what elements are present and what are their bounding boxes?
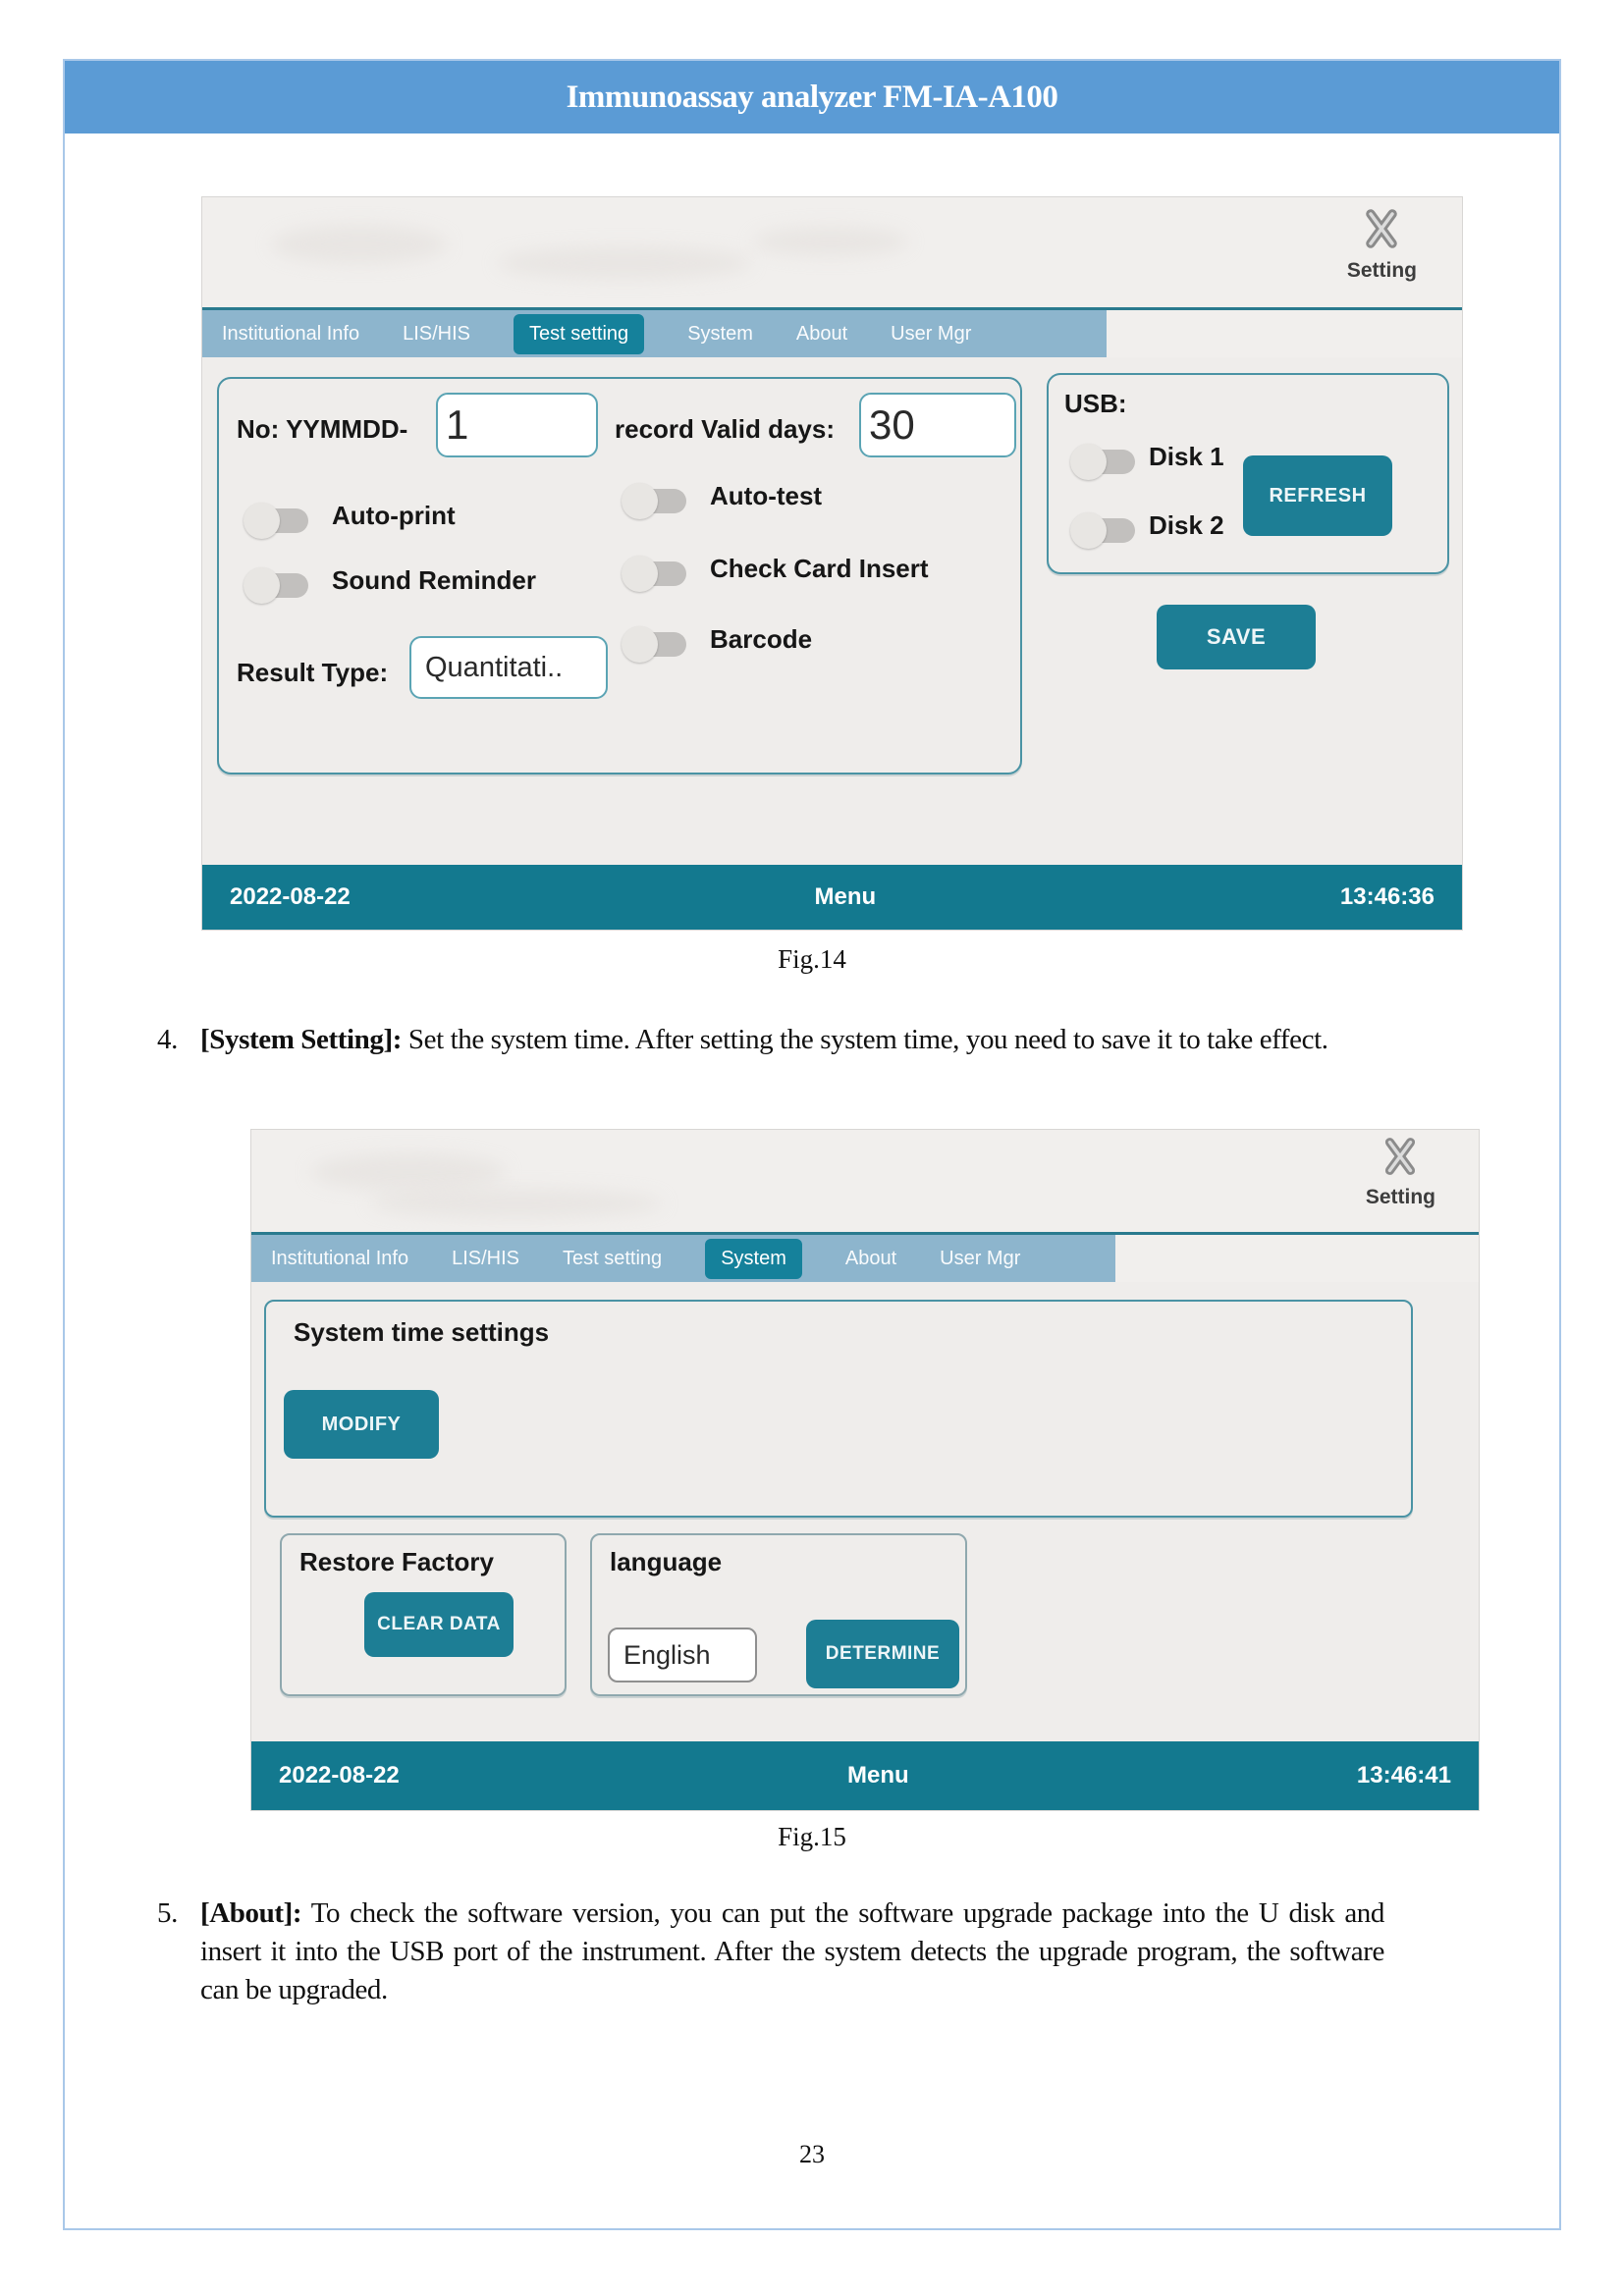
valid-days-value: 30 <box>869 401 915 448</box>
disk1-toggle[interactable] <box>1076 450 1135 474</box>
fig14-caption: Fig.14 <box>778 944 846 974</box>
fig15-statusbar <box>251 1741 1479 1810</box>
language-input[interactable] <box>608 1628 757 1682</box>
toggle-knob <box>622 556 658 592</box>
tab-test-setting[interactable]: Test setting <box>563 1247 663 1269</box>
fig15-tabbar <box>251 1235 1115 1282</box>
status-time: 13:46:41 <box>1356 1762 1451 1789</box>
no-value: 1 <box>446 401 469 448</box>
modify-button[interactable]: MODIFY <box>284 1390 439 1459</box>
tab-about[interactable]: About <box>795 322 848 345</box>
toggle-knob <box>1070 444 1107 480</box>
system-time-label: System time settings <box>294 1317 550 1347</box>
watermark-smudge <box>752 227 909 256</box>
toggle-knob <box>622 626 658 663</box>
tab-user-mgr[interactable]: User Mgr <box>940 1247 1021 1269</box>
setting-button-label: Setting <box>1346 259 1417 282</box>
close-x-icon <box>1378 1134 1423 1184</box>
watermark-smudge <box>497 246 752 280</box>
auto-test-label: Auto-test <box>710 481 823 510</box>
fig14-titlebar <box>202 197 1462 307</box>
fig15-screenshot <box>250 1129 1480 1811</box>
language-label: language <box>610 1547 723 1576</box>
fig15-content <box>251 1282 1479 1743</box>
barcode-label: Barcode <box>710 624 813 654</box>
setting-button[interactable] <box>1347 205 1417 283</box>
watermark-smudge <box>310 1153 507 1191</box>
clear-data-button[interactable]: CLEAR DATA <box>364 1592 514 1657</box>
doc-item-5 <box>157 1895 1384 2009</box>
toggle-knob <box>244 503 280 539</box>
tab-user-mgr[interactable]: User Mgr <box>891 322 972 345</box>
auto-print-toggle[interactable] <box>249 508 308 533</box>
item-bold-lead: [About]: <box>200 1897 302 1929</box>
sound-reminder-label: Sound Reminder <box>332 565 537 595</box>
fig14-screenshot <box>201 196 1463 931</box>
disk2-toggle[interactable] <box>1076 518 1135 543</box>
item-bold-lead: [System Setting]: <box>200 1024 403 1055</box>
fig14-statusbar <box>202 865 1462 930</box>
check-card-toggle[interactable] <box>627 561 686 586</box>
item-number: 5. <box>157 1897 178 1929</box>
sound-reminder-toggle[interactable] <box>249 573 308 598</box>
disk2-label: Disk 2 <box>1149 510 1224 540</box>
auto-print-label: Auto-print <box>332 501 456 530</box>
no-input[interactable] <box>436 393 598 457</box>
document-header-bar <box>65 61 1559 133</box>
result-type-value: Quantitati.. <box>425 651 564 683</box>
tab-system[interactable]: System <box>705 1239 802 1279</box>
fig15-caption: Fig.15 <box>778 1822 846 1851</box>
toggle-knob <box>622 483 658 519</box>
tab-lis-his[interactable]: LIS/HIS <box>403 322 471 345</box>
menu-button[interactable]: Menu <box>814 883 877 910</box>
valid-days-label: record Valid days: <box>615 414 835 444</box>
usb-panel <box>1047 373 1449 574</box>
item-text <box>200 1895 1384 2009</box>
status-date: 2022-08-22 <box>230 883 351 910</box>
toggle-knob <box>1070 512 1107 549</box>
disk1-label: Disk 1 <box>1149 442 1224 471</box>
usb-label: USB: <box>1064 389 1127 418</box>
watermark-smudge <box>271 225 448 264</box>
no-label: No: YYMMDD- <box>237 414 408 444</box>
system-time-panel <box>264 1300 1413 1518</box>
fig15-titlebar <box>251 1130 1479 1232</box>
determine-button[interactable]: DETERMINE <box>806 1620 959 1688</box>
restore-factory-label: Restore Factory <box>299 1547 494 1576</box>
item-body-text: Set the system time. After setting the system time, you need to save it to take effect. <box>402 1024 1328 1055</box>
doc-item-4 <box>157 1021 1453 1059</box>
result-type-dropdown[interactable] <box>409 636 608 699</box>
item-number: 4. <box>157 1024 178 1055</box>
toggle-knob <box>244 567 280 604</box>
tab-system[interactable]: System <box>687 322 753 345</box>
menu-button[interactable]: Menu <box>847 1762 909 1789</box>
barcode-toggle[interactable] <box>627 632 686 657</box>
close-x-icon <box>1358 205 1405 257</box>
tab-test-setting[interactable]: Test setting <box>514 314 644 354</box>
refresh-button[interactable]: REFRESH <box>1243 455 1392 536</box>
status-time: 13:46:36 <box>1339 883 1435 910</box>
tab-institutional-info[interactable]: Institutional Info <box>222 322 360 345</box>
document-title: Immunoassay analyzer FM-IA-A100 <box>566 79 1058 115</box>
status-date: 2022-08-22 <box>279 1762 400 1789</box>
test-setting-panel <box>217 377 1022 774</box>
item-body-text: To check the software version, you can put the software upgrade package into the U disk and insert it into the USB port of the instrument. After the system detects the upgrade program, the software can be upgraded. <box>200 1897 1384 2005</box>
page-number: 23 <box>799 2140 825 2168</box>
restore-factory-panel <box>280 1533 567 1696</box>
check-card-label: Check Card Insert <box>710 554 929 583</box>
valid-days-input[interactable] <box>859 393 1016 457</box>
tab-institutional-info[interactable]: Institutional Info <box>271 1247 409 1269</box>
setting-button-label: Setting <box>1365 1186 1435 1208</box>
language-panel <box>590 1533 967 1696</box>
tab-about[interactable]: About <box>844 1247 897 1269</box>
result-type-label: Result Type: <box>237 658 389 687</box>
tab-lis-his[interactable]: LIS/HIS <box>452 1247 520 1269</box>
setting-button[interactable] <box>1366 1134 1435 1209</box>
fig14-content <box>202 357 1462 867</box>
fig14-tabbar <box>202 310 1107 357</box>
save-button[interactable]: SAVE <box>1157 605 1316 669</box>
watermark-smudge <box>369 1189 664 1218</box>
auto-test-toggle[interactable] <box>627 489 686 513</box>
language-value: English <box>623 1639 711 1670</box>
item-text <box>200 1021 1328 1059</box>
